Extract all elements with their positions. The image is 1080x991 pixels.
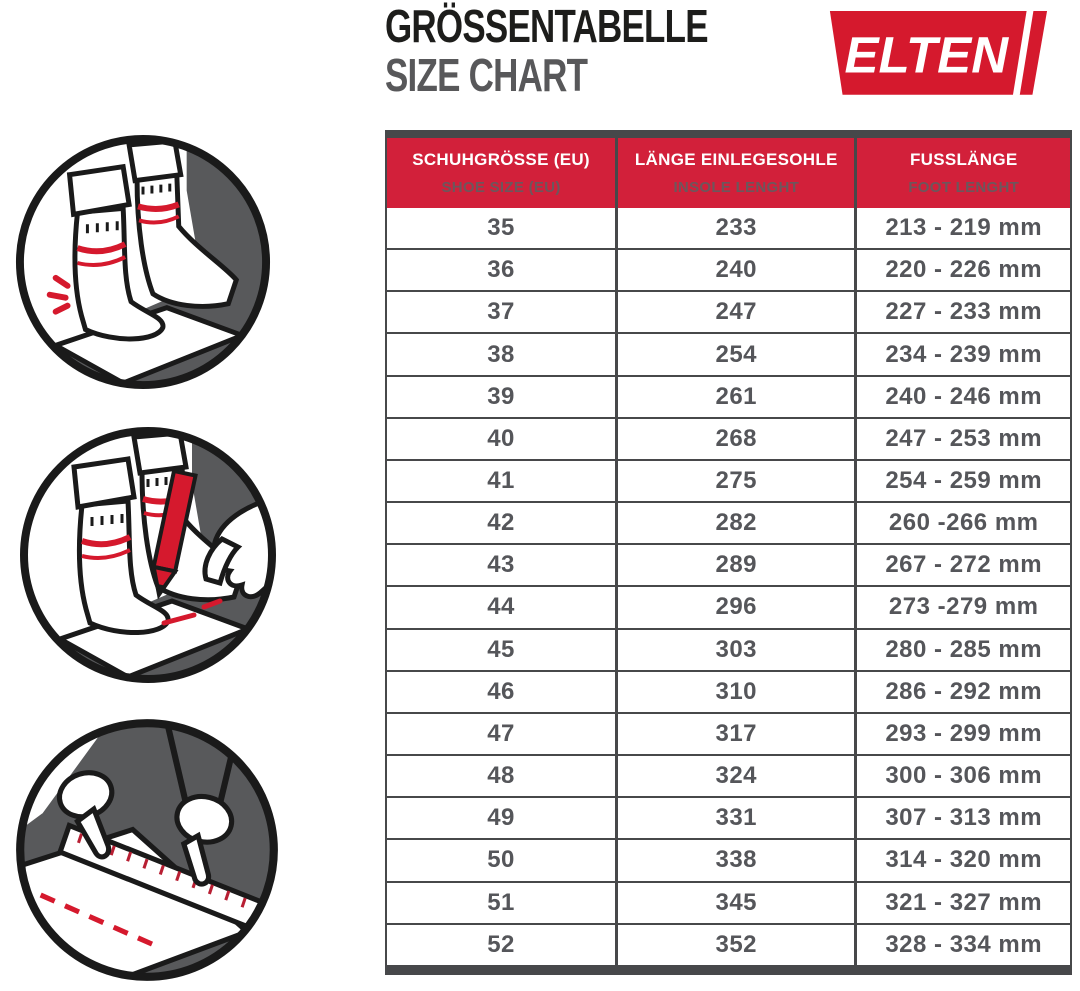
- table-row: [387, 419, 1070, 461]
- elten-logo-icon: [826, 11, 1050, 95]
- cell-insole-length: 289: [618, 545, 854, 585]
- cell-shoe-size: 48: [387, 756, 615, 796]
- cell-insole-length: 268: [618, 419, 854, 459]
- header-foot-length: [857, 138, 1070, 208]
- cell-shoe-size: 51: [387, 883, 615, 923]
- table-row: [387, 672, 1070, 714]
- cell-shoe-size: 43: [387, 545, 615, 585]
- table-row: [387, 545, 1070, 587]
- cell-insole-length: 233: [618, 208, 854, 248]
- elten-logo: [826, 11, 1050, 95]
- cell-foot-length: 260 -266 mm: [857, 503, 1070, 543]
- table-bottom-border: [387, 965, 1070, 973]
- cell-insole-length: 317: [618, 714, 854, 754]
- table-header-row: [387, 138, 1070, 208]
- cell-insole-length: 303: [618, 630, 854, 670]
- table-row: [387, 714, 1070, 756]
- header-insole-length-de: LÄNGE EINLEGESOHLE: [634, 150, 838, 169]
- cell-shoe-size: 50: [387, 840, 615, 880]
- cell-insole-length: 247: [618, 292, 854, 332]
- cell-shoe-size: 49: [387, 798, 615, 838]
- cell-foot-length: 307 - 313 mm: [857, 798, 1070, 838]
- cell-insole-length: 282: [618, 503, 854, 543]
- table-row: [387, 292, 1070, 334]
- cell-shoe-size: 36: [387, 250, 615, 290]
- page-title: [385, 0, 810, 102]
- title-english: SIZE CHART: [385, 49, 588, 102]
- cell-shoe-size: 42: [387, 503, 615, 543]
- cell-shoe-size: 38: [387, 334, 615, 374]
- table-row: [387, 630, 1070, 672]
- illustration-step2-mark-with-pen: [16, 423, 280, 687]
- header-foot-length-en: FOOT LENGHT: [908, 179, 1020, 196]
- cell-foot-length: 213 - 219 mm: [857, 208, 1070, 248]
- cell-insole-length: 331: [618, 798, 854, 838]
- cell-insole-length: 310: [618, 672, 854, 712]
- cell-foot-length: 293 - 299 mm: [857, 714, 1070, 754]
- table-row: [387, 840, 1070, 882]
- table-body: [387, 208, 1070, 965]
- header-shoe-size-de: SCHUHGRÖSSE (EU): [412, 150, 590, 169]
- cell-foot-length: 240 - 246 mm: [857, 377, 1070, 417]
- cell-shoe-size: 45: [387, 630, 615, 670]
- cell-shoe-size: 46: [387, 672, 615, 712]
- cell-foot-length: 227 - 233 mm: [857, 292, 1070, 332]
- table-row: [387, 250, 1070, 292]
- table-row: [387, 461, 1070, 503]
- cell-shoe-size: 37: [387, 292, 615, 332]
- cell-foot-length: 328 - 334 mm: [857, 925, 1070, 965]
- cell-shoe-size: 41: [387, 461, 615, 501]
- header-shoe-size: [387, 138, 615, 208]
- cell-insole-length: 338: [618, 840, 854, 880]
- header-insole-length-en: INSOLE LENGHT: [673, 179, 800, 196]
- cell-foot-length: 254 - 259 mm: [857, 461, 1070, 501]
- header-foot-length-de: FUSSLÄNGE: [909, 150, 1018, 169]
- cell-shoe-size: 52: [387, 925, 615, 965]
- cell-foot-length: 280 - 285 mm: [857, 630, 1070, 670]
- table-row: [387, 377, 1070, 419]
- illustration-step1-heel-against-wall: [12, 131, 274, 393]
- cell-shoe-size: 35: [387, 208, 615, 248]
- cell-foot-length: 234 - 239 mm: [857, 334, 1070, 374]
- table-row: [387, 587, 1070, 629]
- cell-shoe-size: 44: [387, 587, 615, 627]
- cell-insole-length: 254: [618, 334, 854, 374]
- cell-foot-length: 314 - 320 mm: [857, 840, 1070, 880]
- title-german: GRÖSSENTABELLE: [385, 0, 708, 52]
- table-row: [387, 925, 1070, 965]
- cell-insole-length: 275: [618, 461, 854, 501]
- cell-insole-length: 240: [618, 250, 854, 290]
- cell-insole-length: 324: [618, 756, 854, 796]
- elten-logo-text: ELTEN: [844, 26, 1010, 84]
- size-chart-table: [385, 130, 1072, 975]
- table-top-border: [387, 130, 1070, 138]
- table-row: [387, 334, 1070, 376]
- cell-shoe-size: 47: [387, 714, 615, 754]
- cell-foot-length: 220 - 226 mm: [857, 250, 1070, 290]
- cell-foot-length: 286 - 292 mm: [857, 672, 1070, 712]
- table-row: [387, 883, 1070, 925]
- cell-insole-length: 345: [618, 883, 854, 923]
- cell-foot-length: 247 - 253 mm: [857, 419, 1070, 459]
- cell-foot-length: 267 - 272 mm: [857, 545, 1070, 585]
- cell-foot-length: 300 - 306 mm: [857, 756, 1070, 796]
- table-row: [387, 798, 1070, 840]
- heel-against-wall-icon: [12, 131, 274, 393]
- cell-shoe-size: 39: [387, 377, 615, 417]
- table-row: [387, 756, 1070, 798]
- cell-foot-length: 321 - 327 mm: [857, 883, 1070, 923]
- cell-shoe-size: 40: [387, 419, 615, 459]
- cell-insole-length: 296: [618, 587, 854, 627]
- header-insole-length: [618, 138, 854, 208]
- mark-with-pen-icon: [16, 423, 280, 687]
- table-row: [387, 503, 1070, 545]
- measure-with-ruler-icon: [12, 715, 282, 985]
- table-row: [387, 208, 1070, 250]
- cell-foot-length: 273 -279 mm: [857, 587, 1070, 627]
- illustration-step3-measure-with-ruler: [12, 715, 282, 985]
- cell-insole-length: 352: [618, 925, 854, 965]
- header-shoe-size-en: SHOE SIZE (EU): [441, 179, 561, 196]
- cell-insole-length: 261: [618, 377, 854, 417]
